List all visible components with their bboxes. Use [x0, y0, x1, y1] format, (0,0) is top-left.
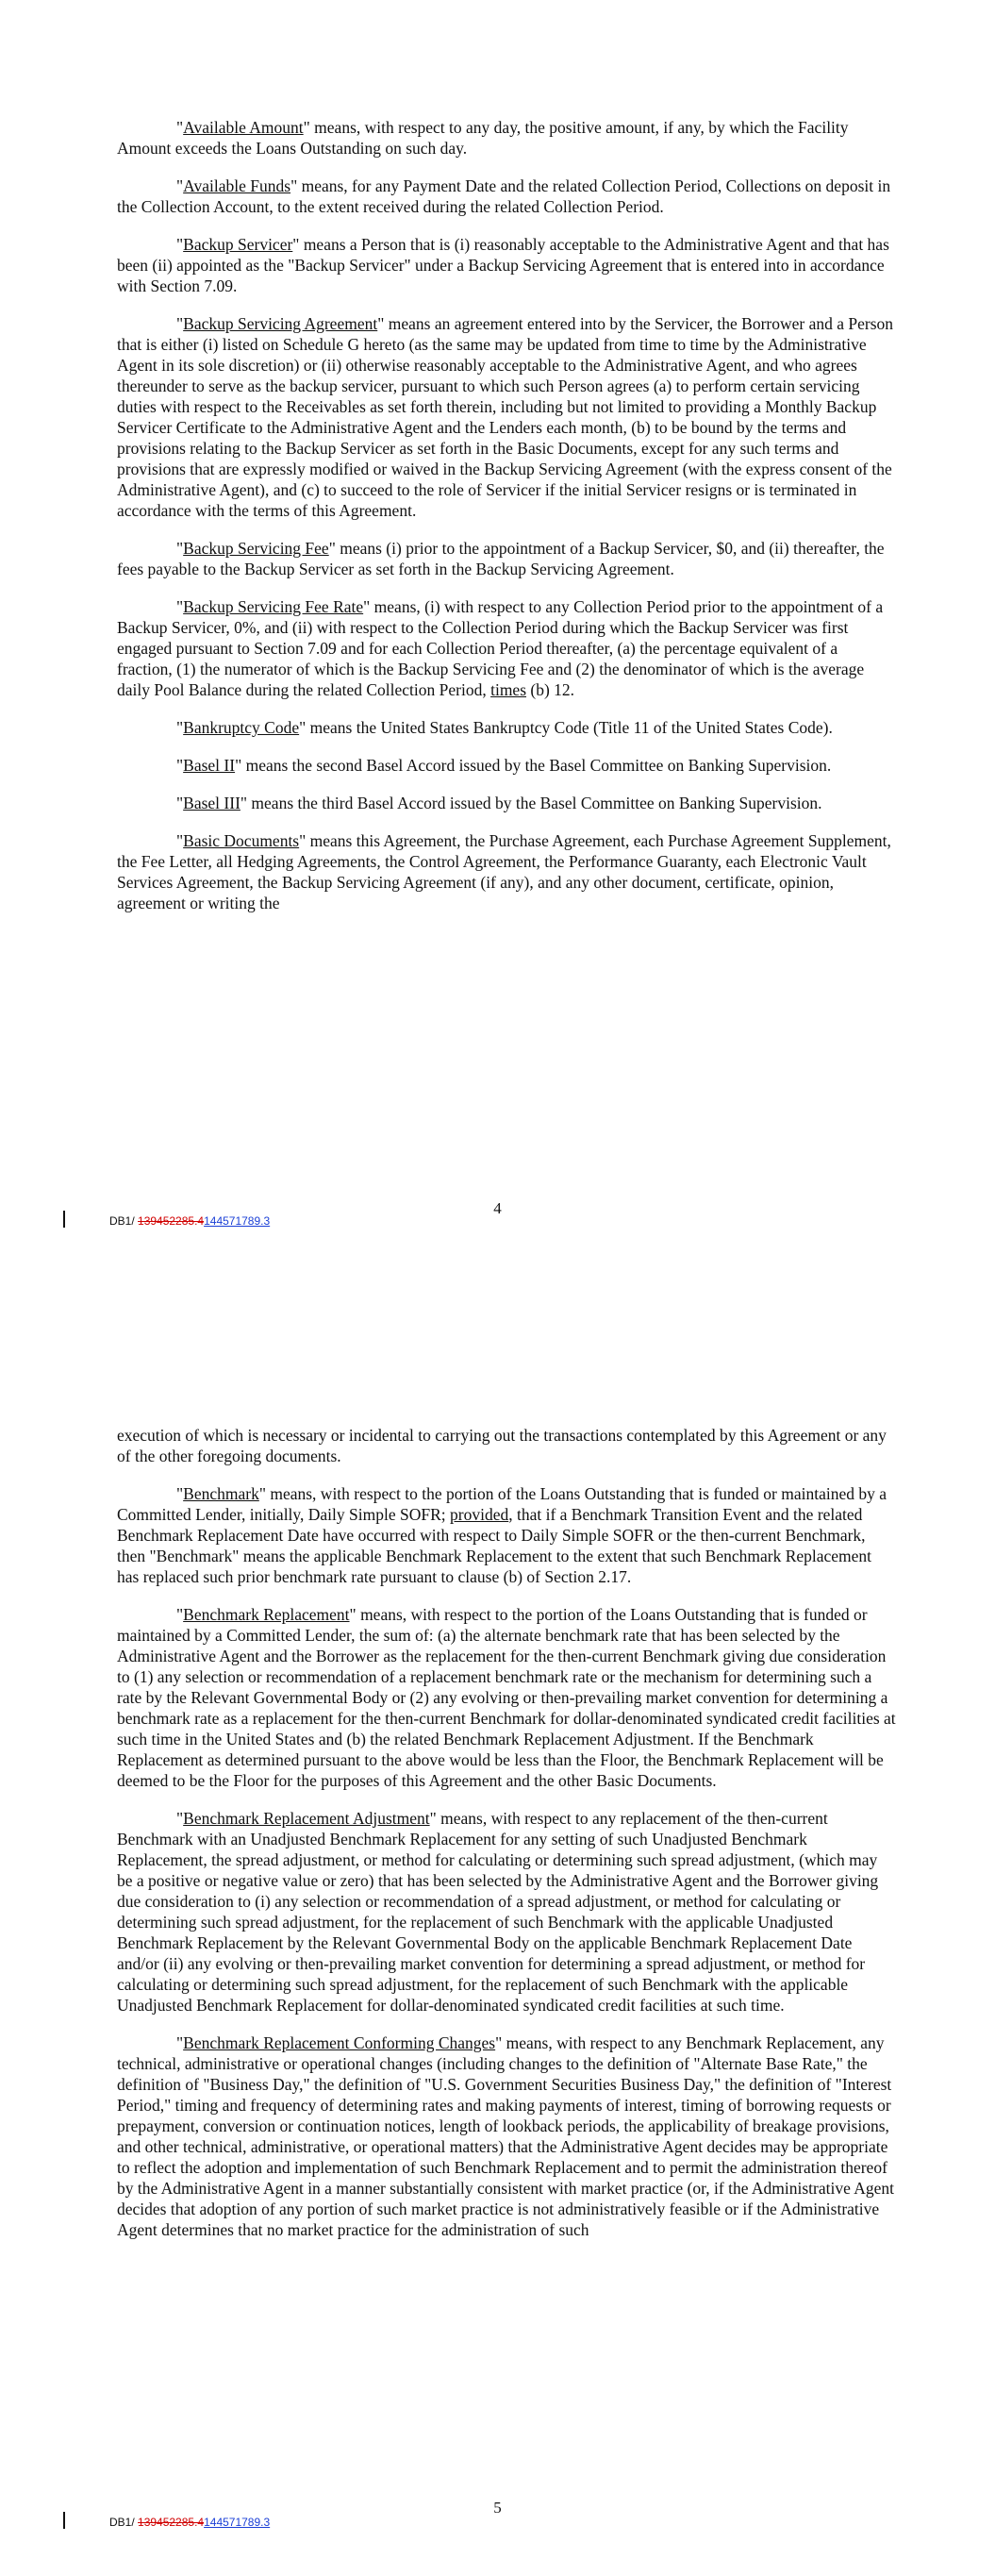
- definition-paragraph: "Benchmark Replacement Conforming Changes" means, with respect to any Benchmark Replacement, any technical, administrative or operational changes (including changes to the definition of "Alternate Base Rate," the definition of "Business Day," the definition of "U.S. Government Securities Business Day," the definition of "Interest Period," timing and frequency of determining rates and making payments of interest, timing of borrowing requests or prepayment, conversion or continuation notices, length of lookback periods, the applicability of breakage provisions, and other technical, administrative, or operational matters) that the Administrative Agent decides may be appropriate to reflect the adoption and implementation of such Benchmark Replacement and to permit the administration thereof by the Administrative Agent in a manner substantially consistent with market practice (or, if the Administrative Agent decides that adoption of any portion of such market practice is not administratively feasible or if the Administrative Agent determines that no market practice for the administration of such: [117, 2033, 895, 2239]
- defined-term: Basel II: [183, 756, 236, 775]
- deleted-doc-id: 139452285.4: [138, 1214, 205, 1228]
- defined-term: Backup Servicing Fee: [183, 539, 329, 558]
- defined-term: Backup Servicing Agreement: [183, 314, 378, 333]
- definition-text: " means an agreement entered into by the Servicer, the Borrower and a Person that is either (i) listed on Schedule G hereto (as the same may be updated from time to time by the Administrative Agent in its sole discretion) or (ii) otherwise reasonably acceptable to the Administrative Agent, and who agrees thereunder to serve as the backup servicer, pursuant to which such Person agrees (a) to perform certain servicing duties with respect to the Receivables as set forth therein, including but not limited to providing a Monthly Backup Servicer Certificate to the Administrative Agent and the Lenders each month, (b) to be bound by the terms and provisions relating to the Backup Servicer as set forth in the Basic Documents, except for any such terms and provisions that are expressly modified or waived in the Backup Servicing Agreement (with the express consent of the Administrative Agent), and (c) to succeed to the role of Servicer if the initial Servicer resigns or is terminated in accordance with the terms of this Agreement.: [117, 314, 894, 520]
- document-id-footer: [109, 1214, 270, 1228]
- page-4: [0, 0, 995, 1283]
- definition-text: " means the second Basel Accord issued by the Basel Committee on Banking Supervision.: [235, 756, 832, 775]
- definition-paragraph: "Available Amount" means, with respect to any day, the positive amount, if any, by which the Facility Amount exceeds the Loans Outstanding on such day.: [117, 118, 849, 158]
- definition-paragraph: "Backup Servicing Fee" means (i) prior to the appointment of a Backup Servicer, $0, and (ii) thereafter, the fees payable to the Backup Servicer as set forth in the Backup Servicing Agreement.: [117, 539, 885, 578]
- defined-term: Benchmark Replacement: [183, 1605, 350, 1624]
- defined-term: Backup Servicing Fee Rate: [183, 597, 364, 616]
- definition-paragraph: "Backup Servicing Agreement" means an agreement entered into by the Servicer, the Borrower and a Person that is either (i) listed on Schedule G hereto (as the same may be updated from time to time by the Administrative Agent in its sole discretion) or (ii) otherwise reasonably acceptable to the Administrative Agent, and who agrees thereunder to serve as the backup servicer, pursuant to which such Person agrees (a) to perform certain servicing duties with respect to the Receivables as set forth therein, including but not limited to providing a Monthly Backup Servicer Certificate to the Administrative Agent and the Lenders each month, (b) to be bound by the terms and provisions relating to the Backup Servicer as set forth in the Basic Documents, except for any such terms and provisions that are expressly modified or waived in the Backup Servicing Agreement (with the express consent of the Administrative Agent), and (c) to succeed to the role of Servicer if the initial Servicer resigns or is terminated in accordance with the terms of this Agreement.: [117, 314, 894, 520]
- definition-text: " means a Person that is (i) reasonably acceptable to the Administrative Agent and that has been (ii) appointed as the "Backup Servicer" under a Backup Servicing Agreement that is entered into in accordance with Section 7.09.: [117, 235, 889, 295]
- definition-paragraph: "Bankruptcy Code" means the United States Bankruptcy Code (Title 11 of the United States Code).: [176, 718, 833, 737]
- definition-paragraph: "Available Funds" means, for any Payment Date and the related Collection Period, Collections on deposit in the Collection Account, to the extent received during the related Collection Period.: [117, 176, 891, 216]
- definition-text: " means, for any Payment Date and the related Collection Period, Collections on deposit in the Collection Account, to the extent received during the related Collection Period.: [117, 176, 891, 216]
- defined-term: Benchmark Replacement Adjustment: [183, 1809, 430, 1828]
- page-5-body: [117, 1425, 896, 2257]
- definition-text: " means, with respect to the portion of the Loans Outstanding that is funded or maintained by a Committed Lender, the sum of: (a) the alternate benchmark rate that has been selected by the Administrative Agent and the Borrower as the replacement for the then-current Benchmark giving due consideration to (1) any selection or recommendation of a replacement benchmark rate or the mechanism for determining such a rate by the Relevant Governmental Body or (2) any evolving or then-prevailing market convention for determining a benchmark rate as a replacement for the then-current Benchmark for dollar-denominated syndicated credit facilities at such time in the United States and (b) the related Benchmark Replacement Adjustment. If the Benchmark Replacement as determined pursuant to the above would be less than the Floor, the Benchmark Replacement will be deemed to be the Floor for the purposes of this Agreement and the other Basic Documents.: [117, 1605, 896, 1790]
- definition-paragraph: "Backup Servicing Fee Rate" means, (i) with respect to any Collection Period prior to the appointment of a Backup Servicer, 0%, and (ii) with respect to the Collection Period during which the Backup Servicer was first engaged pursuant to Section 7.09 and for each Collection Period thereafter, (a) the percentage equivalent of a fraction, (1) the numerator of which is the Backup Servicing Fee and (2) the denominator of which is the average daily Pool Balance during the related Collection Period, times (b) 12.: [117, 597, 884, 699]
- page-number: 4: [493, 1199, 502, 1217]
- footer-prefix: DB1/: [109, 2516, 139, 2529]
- footer-prefix: DB1/: [109, 1214, 139, 1228]
- defined-term: Benchmark Replacement Conforming Changes: [183, 2033, 496, 2052]
- defined-term: Available Amount: [183, 118, 304, 137]
- definition-text: " means (i) prior to the appointment of a Backup Servicer, $0, and (ii) thereafter, the fees payable to the Backup Servicer as set forth in the Backup Servicing Agreement.: [117, 539, 885, 578]
- definition-text: " means, with respect to any replacement of the then-current Benchmark with an Unadjusted Benchmark Replacement for any setting of such Unadjusted Benchmark Replacement, the spread adjustment, or method for calculating or determining such spread adjustment, (which may be a positive or negative value or zero) that has been selected by the Administrative Agent and the Borrower giving due consideration to (i) any selection or recommendation of a spread adjustment, or method for calculating or determining such spread adjustment, for the replacement of such Benchmark with the applicable Unadjusted Benchmark Replacement by the Relevant Governmental Body on the applicable Benchmark Replacement Date and/or (ii) any evolving or then-prevailing market convention for determining a spread adjustment, or method for calculating or determining such spread adjustment, for the replacement of such Benchmark with the applicable Unadjusted Benchmark Replacement for dollar-denominated syndicated credit facilities at such time.: [117, 1809, 879, 2015]
- defined-term: Benchmark: [183, 1484, 259, 1503]
- defined-term: Bankruptcy Code: [183, 718, 300, 737]
- definition-text: " means, with respect to the portion of the Loans Outstanding that is funded or maintained by a Committed Lender, initially, Daily Simple SOFR;: [117, 1484, 887, 1524]
- definition-paragraph: "Backup Servicer" means a Person that is (i) reasonably acceptable to the Administrative Agent and that has been (ii) appointed as the "Backup Servicer" under a Backup Servicing Agreement that is entered into in accordance with Section 7.09.: [117, 235, 889, 295]
- definition-text: " means, (i) with respect to any Collection Period prior to the appointment of a Backup Servicer, 0%, and (ii) with respect to the Collection Period during which the Backup Servicer was first engaged pursuant to Section 7.09 and for each Collection Period thereafter, (a) the percentage equivalent of a fraction, (1) the numerator of which is the Backup Servicing Fee and (2) the denominator of which is the average daily Pool Balance during the related Collection Period,: [117, 597, 884, 699]
- underlined-word: provided: [450, 1505, 509, 1524]
- continuation-paragraph: execution of which is necessary or incidental to carrying out the transactions contemplated by this Agreement or any of the other foregoing documents.: [117, 1426, 887, 1465]
- definition-paragraph: "Benchmark" means, with respect to the portion of the Loans Outstanding that is funded or maintained by a Committed Lender, initially, Daily Simple SOFR; provided, that if a Benchmark Transition Event and the related Benchmark Replacement Date have occurred with respect to Daily Simple SOFR or the then-current Benchmark, then "Benchmark" means the applicable Benchmark Replacement to the extent that such Benchmark Replacement has replaced such prior benchmark rate pursuant to clause (b) of Section 2.17.: [117, 1484, 887, 1586]
- deleted-doc-id: 139452285.4: [138, 2516, 205, 2529]
- definition-text: " means, with respect to any Benchmark Replacement, any technical, administrative or operational changes (including changes to the definition of "Alternate Base Rate," the definition of "Business Day," the definition of "U.S. Government Securities Business Day," the definition of "Interest Period," timing and frequency of determining rates and making payments of interest, timing of borrowing requests or prepayment, conversion or continuation notices, length of lookback periods, the applicability of breakage provisions, and other technical, administrative, or operational matters) that the Administrative Agent decides may be appropriate to reflect the adoption and implementation of such Benchmark Replacement and to permit the administration thereof by the Administrative Agent in a manner substantially consistent with market practice (or, if the Administrative Agent decides that adoption of any portion of such market practice is not administratively feasible or if the Administrative Agent determines that no market practice for the administration of such: [117, 2033, 895, 2239]
- defined-term: Basic Documents: [183, 831, 300, 850]
- definition-text: " means this Agreement, the Purchase Agreement, each Purchase Agreement Supplement, the Fee Letter, all Hedging Agreements, the Control Agreement, the Performance Guaranty, each Electronic Vault Services Agreement, the Backup Servicing Agreement (if any), and any other document, certificate, opinion, agreement or writing the: [117, 831, 891, 912]
- inserted-doc-id: 144571789.3: [204, 1214, 271, 1228]
- defined-term: Basel III: [183, 794, 240, 812]
- definition-paragraph: "Benchmark Replacement" means, with respect to the portion of the Loans Outstanding that is funded or maintained by a Committed Lender, the sum of: (a) the alternate benchmark rate that has been selected by the Administrative Agent and the Borrower as the replacement for the then-current Benchmark giving due consideration to (1) any selection or recommendation of a replacement benchmark rate or the mechanism for determining such a rate by the Relevant Governmental Body or (2) any evolving or then-prevailing market convention for determining a benchmark rate as a replacement for the then-current Benchmark for dollar-denominated syndicated credit facilities at such time in the United States and (b) the related Benchmark Replacement Adjustment. If the Benchmark Replacement as determined pursuant to the above would be less than the Floor, the Benchmark Replacement will be deemed to be the Floor for the purposes of this Agreement and the other Basic Documents.: [117, 1605, 896, 1790]
- page-5: [0, 1283, 995, 2576]
- underlined-word: times: [490, 680, 527, 699]
- definition-text: " means, with respect to any day, the positive amount, if any, by which the Facility Amount exceeds the Loans Outstanding on such day.: [117, 118, 849, 158]
- definition-paragraph: "Basic Documents" means this Agreement, the Purchase Agreement, each Purchase Agreement Supplement, the Fee Letter, all Hedging Agreements, the Control Agreement, the Performance Guaranty, each Electronic Vault Services Agreement, the Backup Servicing Agreement (if any), and any other document, certificate, opinion, agreement or writing the: [117, 831, 891, 912]
- definition-paragraph: "Basel II" means the second Basel Accord issued by the Basel Committee on Banking Supervision.: [176, 756, 832, 775]
- change-bar: [63, 1211, 65, 1228]
- defined-term: Available Funds: [183, 176, 291, 195]
- document-id-footer: [109, 2516, 270, 2529]
- change-bar: [63, 2512, 65, 2529]
- defined-term: Backup Servicer: [183, 235, 293, 254]
- definition-paragraph: "Basel III" means the third Basel Accord issued by the Basel Committee on Banking Supervision.: [176, 794, 822, 812]
- page-4-body: [117, 117, 896, 930]
- definition-text: " means the third Basel Accord issued by the Basel Committee on Banking Supervision.: [240, 794, 822, 812]
- page-number: 5: [493, 2499, 502, 2517]
- inserted-doc-id: 144571789.3: [204, 2516, 271, 2529]
- definition-tail: (b) 12.: [526, 680, 575, 699]
- definition-text: " means the United States Bankruptcy Code (Title 11 of the United States Code).: [299, 718, 833, 737]
- definition-paragraph: "Benchmark Replacement Adjustment" means, with respect to any replacement of the then-current Benchmark with an Unadjusted Benchmark Replacement for any setting of such Unadjusted Benchmark Replacement, the spread adjustment, or method for calculating or determining such spread adjustment, (which may be a positive or negative value or zero) that has been selected by the Administrative Agent and the Borrower giving due consideration to (i) any selection or recommendation of a spread adjustment, or method for calculating or determining such spread adjustment, for the replacement of such Benchmark with the applicable Unadjusted Benchmark Replacement by the Relevant Governmental Body on the applicable Benchmark Replacement Date and/or (ii) any evolving or then-prevailing market convention for determining a spread adjustment, or method for calculating or determining such spread adjustment, for the replacement of such Benchmark with the applicable Unadjusted Benchmark Replacement for dollar-denominated syndicated credit facilities at such time.: [117, 1809, 879, 2015]
- definition-tail: , that if a Benchmark Transition Event and the related Benchmark Replacement Date have occurred with respect to Daily Simple SOFR or the then-current Benchmark, then "Benchmark" means the applicable Benchmark Replacement to the extent that such Benchmark Replacement has replaced such prior benchmark rate pursuant to clause (b) of Section 2.17.: [117, 1505, 872, 1586]
